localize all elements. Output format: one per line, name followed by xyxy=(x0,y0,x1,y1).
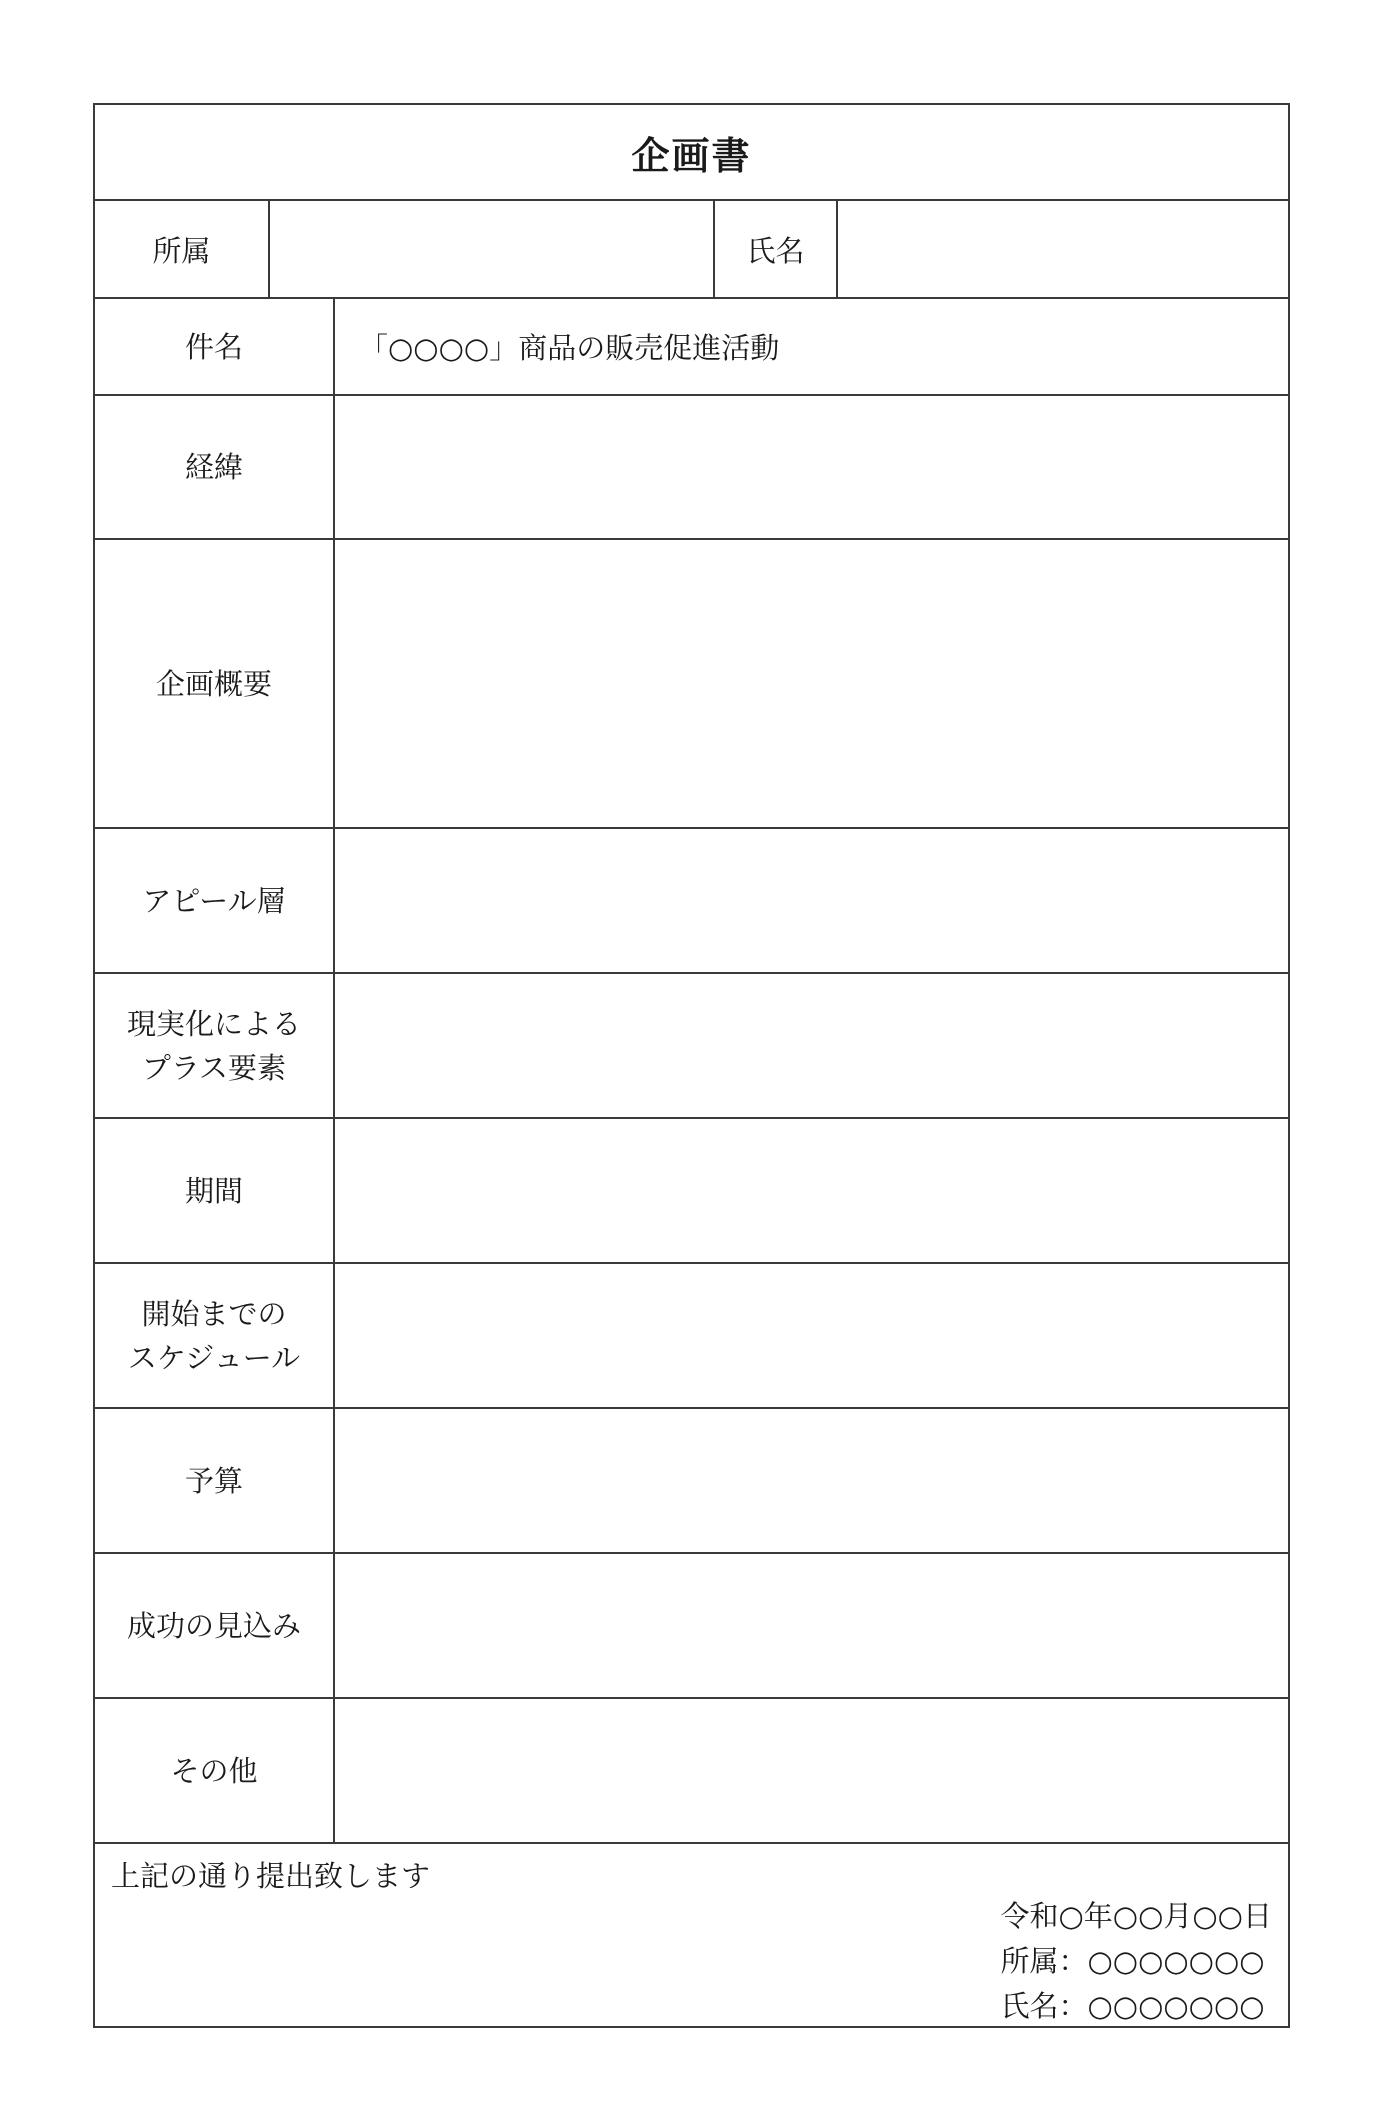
period-label: 期間 xyxy=(95,1119,335,1262)
appeal-row xyxy=(95,829,1288,974)
submitter-name: 氏名：○○○○○○○ xyxy=(1000,1989,1265,2023)
other-label: その他 xyxy=(95,1699,335,1842)
plus-factors-row xyxy=(95,974,1288,1119)
overview-label: 企画概要 xyxy=(95,540,335,827)
appeal-field[interactable] xyxy=(335,829,1288,972)
background-label: 経緯 xyxy=(95,396,335,538)
signature-block xyxy=(1000,1894,1272,2029)
name-field[interactable] xyxy=(838,201,1288,297)
other-field[interactable] xyxy=(335,1699,1288,1842)
schedule-field[interactable] xyxy=(335,1264,1288,1407)
submission-statement: 上記の通り提出致します xyxy=(111,1859,431,1893)
name-label: 氏名 xyxy=(715,201,838,297)
budget-field[interactable] xyxy=(335,1409,1288,1552)
plus-factors-field[interactable] xyxy=(335,974,1288,1117)
affiliation-field[interactable] xyxy=(270,201,715,297)
prospect-field[interactable] xyxy=(335,1554,1288,1697)
other-row xyxy=(95,1699,1288,1844)
budget-row xyxy=(95,1409,1288,1554)
subject-row xyxy=(95,299,1288,396)
overview-row xyxy=(95,540,1288,829)
prospect-row xyxy=(95,1554,1288,1699)
background-field[interactable] xyxy=(335,396,1288,538)
submitter-affiliation: 所属：○○○○○○○ xyxy=(1000,1944,1265,1978)
prospect-label: 成功の見込み xyxy=(95,1554,335,1697)
plus-factors-label: 現実化による プラス要素 xyxy=(95,974,335,1117)
document-title: 企画書 xyxy=(95,105,1288,201)
background-row xyxy=(95,396,1288,540)
period-field[interactable] xyxy=(335,1119,1288,1262)
proposal-form xyxy=(93,103,1290,2028)
affiliation-label: 所属 xyxy=(95,201,270,297)
submission-footer xyxy=(95,1844,1288,2026)
budget-label: 予算 xyxy=(95,1409,335,1552)
overview-field[interactable] xyxy=(335,540,1288,827)
info-row xyxy=(95,201,1288,299)
subject-label: 件名 xyxy=(95,299,335,394)
schedule-label: 開始までの スケジュール xyxy=(95,1264,335,1407)
schedule-row xyxy=(95,1264,1288,1409)
appeal-label: アピール層 xyxy=(95,829,335,972)
period-row xyxy=(95,1119,1288,1264)
submission-date: 令和○年○○月○○日 xyxy=(1000,1899,1272,1933)
subject-field[interactable]: 「○○○○」商品の販売促進活動 xyxy=(359,331,780,365)
